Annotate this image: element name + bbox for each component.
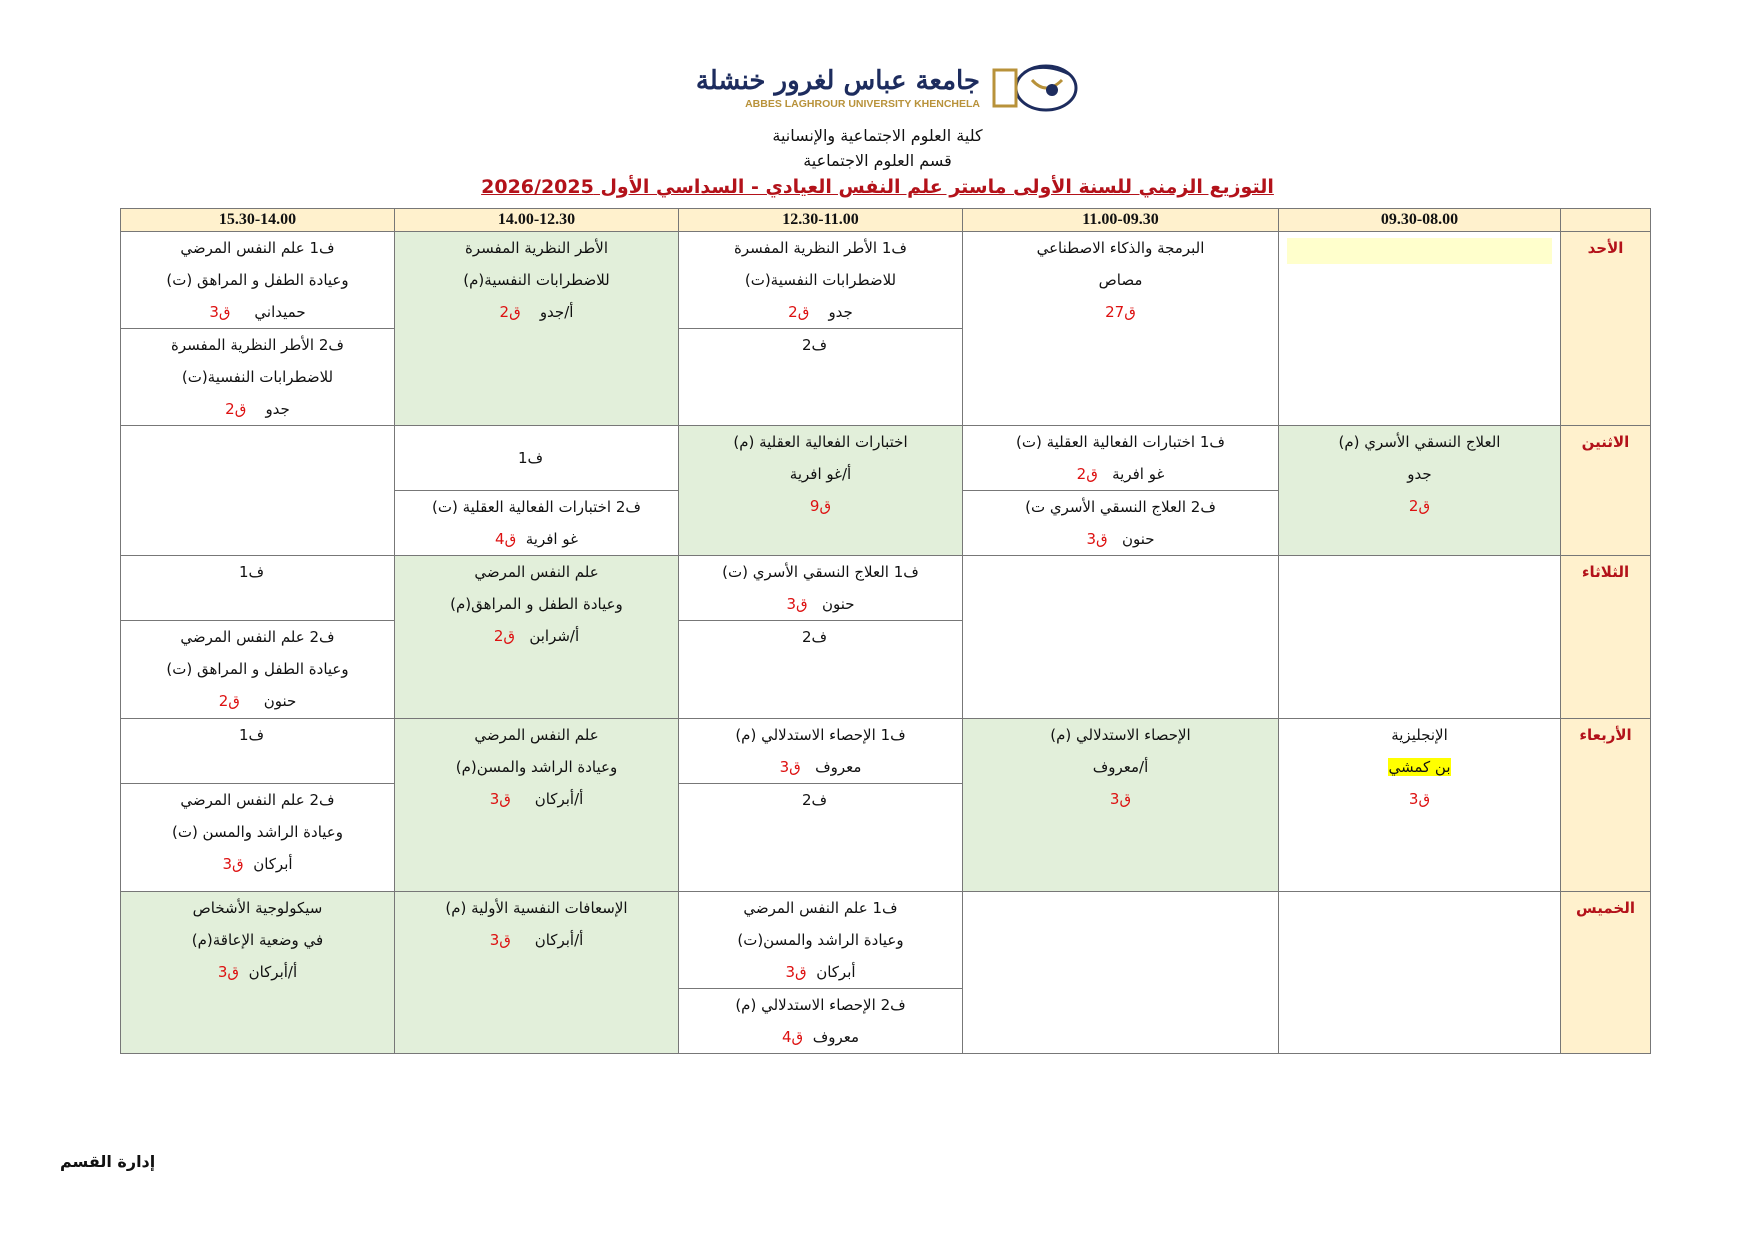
thu-slot-4: الإسعافات النفسية الأولية (م) أ/أبركان ق3: [395, 892, 679, 1054]
thu-slot-2: [963, 892, 1279, 1054]
tue-slot-5-group2: ف2 علم النفس المرضي وعيادة الطفل و المراهق (ت) حنون ق2: [121, 621, 395, 719]
teacher-highlight: بن كمشي: [1388, 758, 1451, 776]
faculty-name: كلية العلوم الاجتماعية والإنسانية: [772, 126, 983, 145]
time-slot-5: 15.30-14.00: [121, 209, 395, 232]
tue-slot-4: علم النفس المرضي وعيادة الطفل و المراهق(م) أ/شرابن ق2: [395, 556, 679, 719]
time-slot-3: 12.30-11.00: [679, 209, 963, 232]
sun-slot-4: الأطر النظرية المفسرة للاضطرابات النفسية(م) أ/جدو ق2: [395, 232, 679, 426]
day-monday: الاثنين: [1561, 426, 1651, 556]
mon-slot-1: العلاج النسقي الأسري (م) جدو ق2: [1279, 426, 1561, 556]
wed-slot-5-group2: ف2 علم النفس المرضي وعيادة الراشد والمسن (ت) أبركان ق3: [121, 784, 395, 892]
tue-slot-3-group1: ف1 العلاج النسقي الأسري (ت) حنون ق3: [679, 556, 963, 621]
wed-slot-1: الإنجليزية بن كمشي ق3: [1279, 719, 1561, 892]
time-slot-4: 14.00-12.30: [395, 209, 679, 232]
university-logo: [690, 62, 1080, 118]
department-name: قسم العلوم الاجتماعية: [803, 151, 952, 170]
mon-slot-3: اختبارات الفعالية العقلية (م) أ/غو افرية ق9: [679, 426, 963, 556]
university-emblem-icon: [988, 62, 1080, 114]
day-tuesday: الثلاثاء: [1561, 556, 1651, 719]
tue-slot-3-group2: ف2: [679, 621, 963, 719]
thu-slot-3-group2: ف2 الإحصاء الاستدلالي (م) معروف ق4: [679, 989, 963, 1054]
department-signature: إدارة القسم: [60, 1152, 156, 1171]
university-name-ar: جامعة عباس لغرور خنشلة: [695, 66, 980, 96]
highlight-band: [1287, 238, 1552, 264]
sun-slot-5-group2: ف2 الأطر النظرية المفسرة للاضطرابات النفسية(ت) جدو ق2: [121, 329, 395, 426]
mon-slot-4-group2: ف2 اختبارات الفعالية العقلية (ت) غو افرية ق4: [395, 491, 679, 556]
mon-slot-2-group2: ف2 العلاج النسقي الأسري ت) حنون ق3: [963, 491, 1279, 556]
page-title: التوزيع الزمني للسنة الأولى ماستر علم النفس العيادي - السداسي الأول 2026/2025: [481, 176, 1274, 198]
thu-slot-1: [1279, 892, 1561, 1054]
wed-slot-3-group2: ف2: [679, 784, 963, 892]
time-header-row: [121, 209, 1651, 232]
time-slot-1: 09.30-08.00: [1279, 209, 1561, 232]
mon-slot-5: [121, 426, 395, 556]
sun-slot-2: البرمجة والذكاء الاصطناعي مصاص ق27: [963, 232, 1279, 426]
wed-slot-4: علم النفس المرضي وعيادة الراشد والمسن(م) أ/أبركان ق3: [395, 719, 679, 892]
tue-slot-2: [963, 556, 1279, 719]
thu-slot-3-group1: ف1 علم النفس المرضي وعيادة الراشد والمسن(ت) أبركان ق3: [679, 892, 963, 989]
wed-slot-3-group1: ف1 الإحصاء الاستدلالي (م) معروف ق3: [679, 719, 963, 784]
day-sunday: الأحد: [1561, 232, 1651, 426]
tue-slot-5-group1: ف1: [121, 556, 395, 621]
corner-cell: [1561, 209, 1651, 232]
university-name-en: ABBES LAGHROUR UNIVERSITY KHENCHELA: [745, 98, 980, 110]
wed-slot-2: الإحصاء الاستدلالي (م) أ/معروف ق3: [963, 719, 1279, 892]
time-slot-2: 11.00-09.30: [963, 209, 1279, 232]
sun-slot-3-group1: ف1 الأطر النظرية المفسرة للاضطرابات النفسية(ت) جدو ق2: [679, 232, 963, 329]
day-thursday: الخميس: [1561, 892, 1651, 1054]
day-wednesday: الأربعاء: [1561, 719, 1651, 892]
timetable: [120, 208, 1651, 1054]
sun-slot-3-group2: ف2: [679, 329, 963, 426]
mon-slot-4-group1: ف1: [395, 426, 679, 491]
sun-slot-1: [1279, 232, 1561, 426]
wed-slot-5-group1: ف1: [121, 719, 395, 784]
tue-slot-1: [1279, 556, 1561, 719]
sun-slot-5-group1: ف1 علم النفس المرضي وعيادة الطفل و المراهق (ت) حميداني ق3: [121, 232, 395, 329]
mon-slot-2-group1: ف1 اختبارات الفعالية العقلية (ت) غو افرية ق2: [963, 426, 1279, 491]
thu-slot-5: سيكولوجية الأشخاص في وضعية الإعاقة(م) أ/أبركان ق3: [121, 892, 395, 1054]
